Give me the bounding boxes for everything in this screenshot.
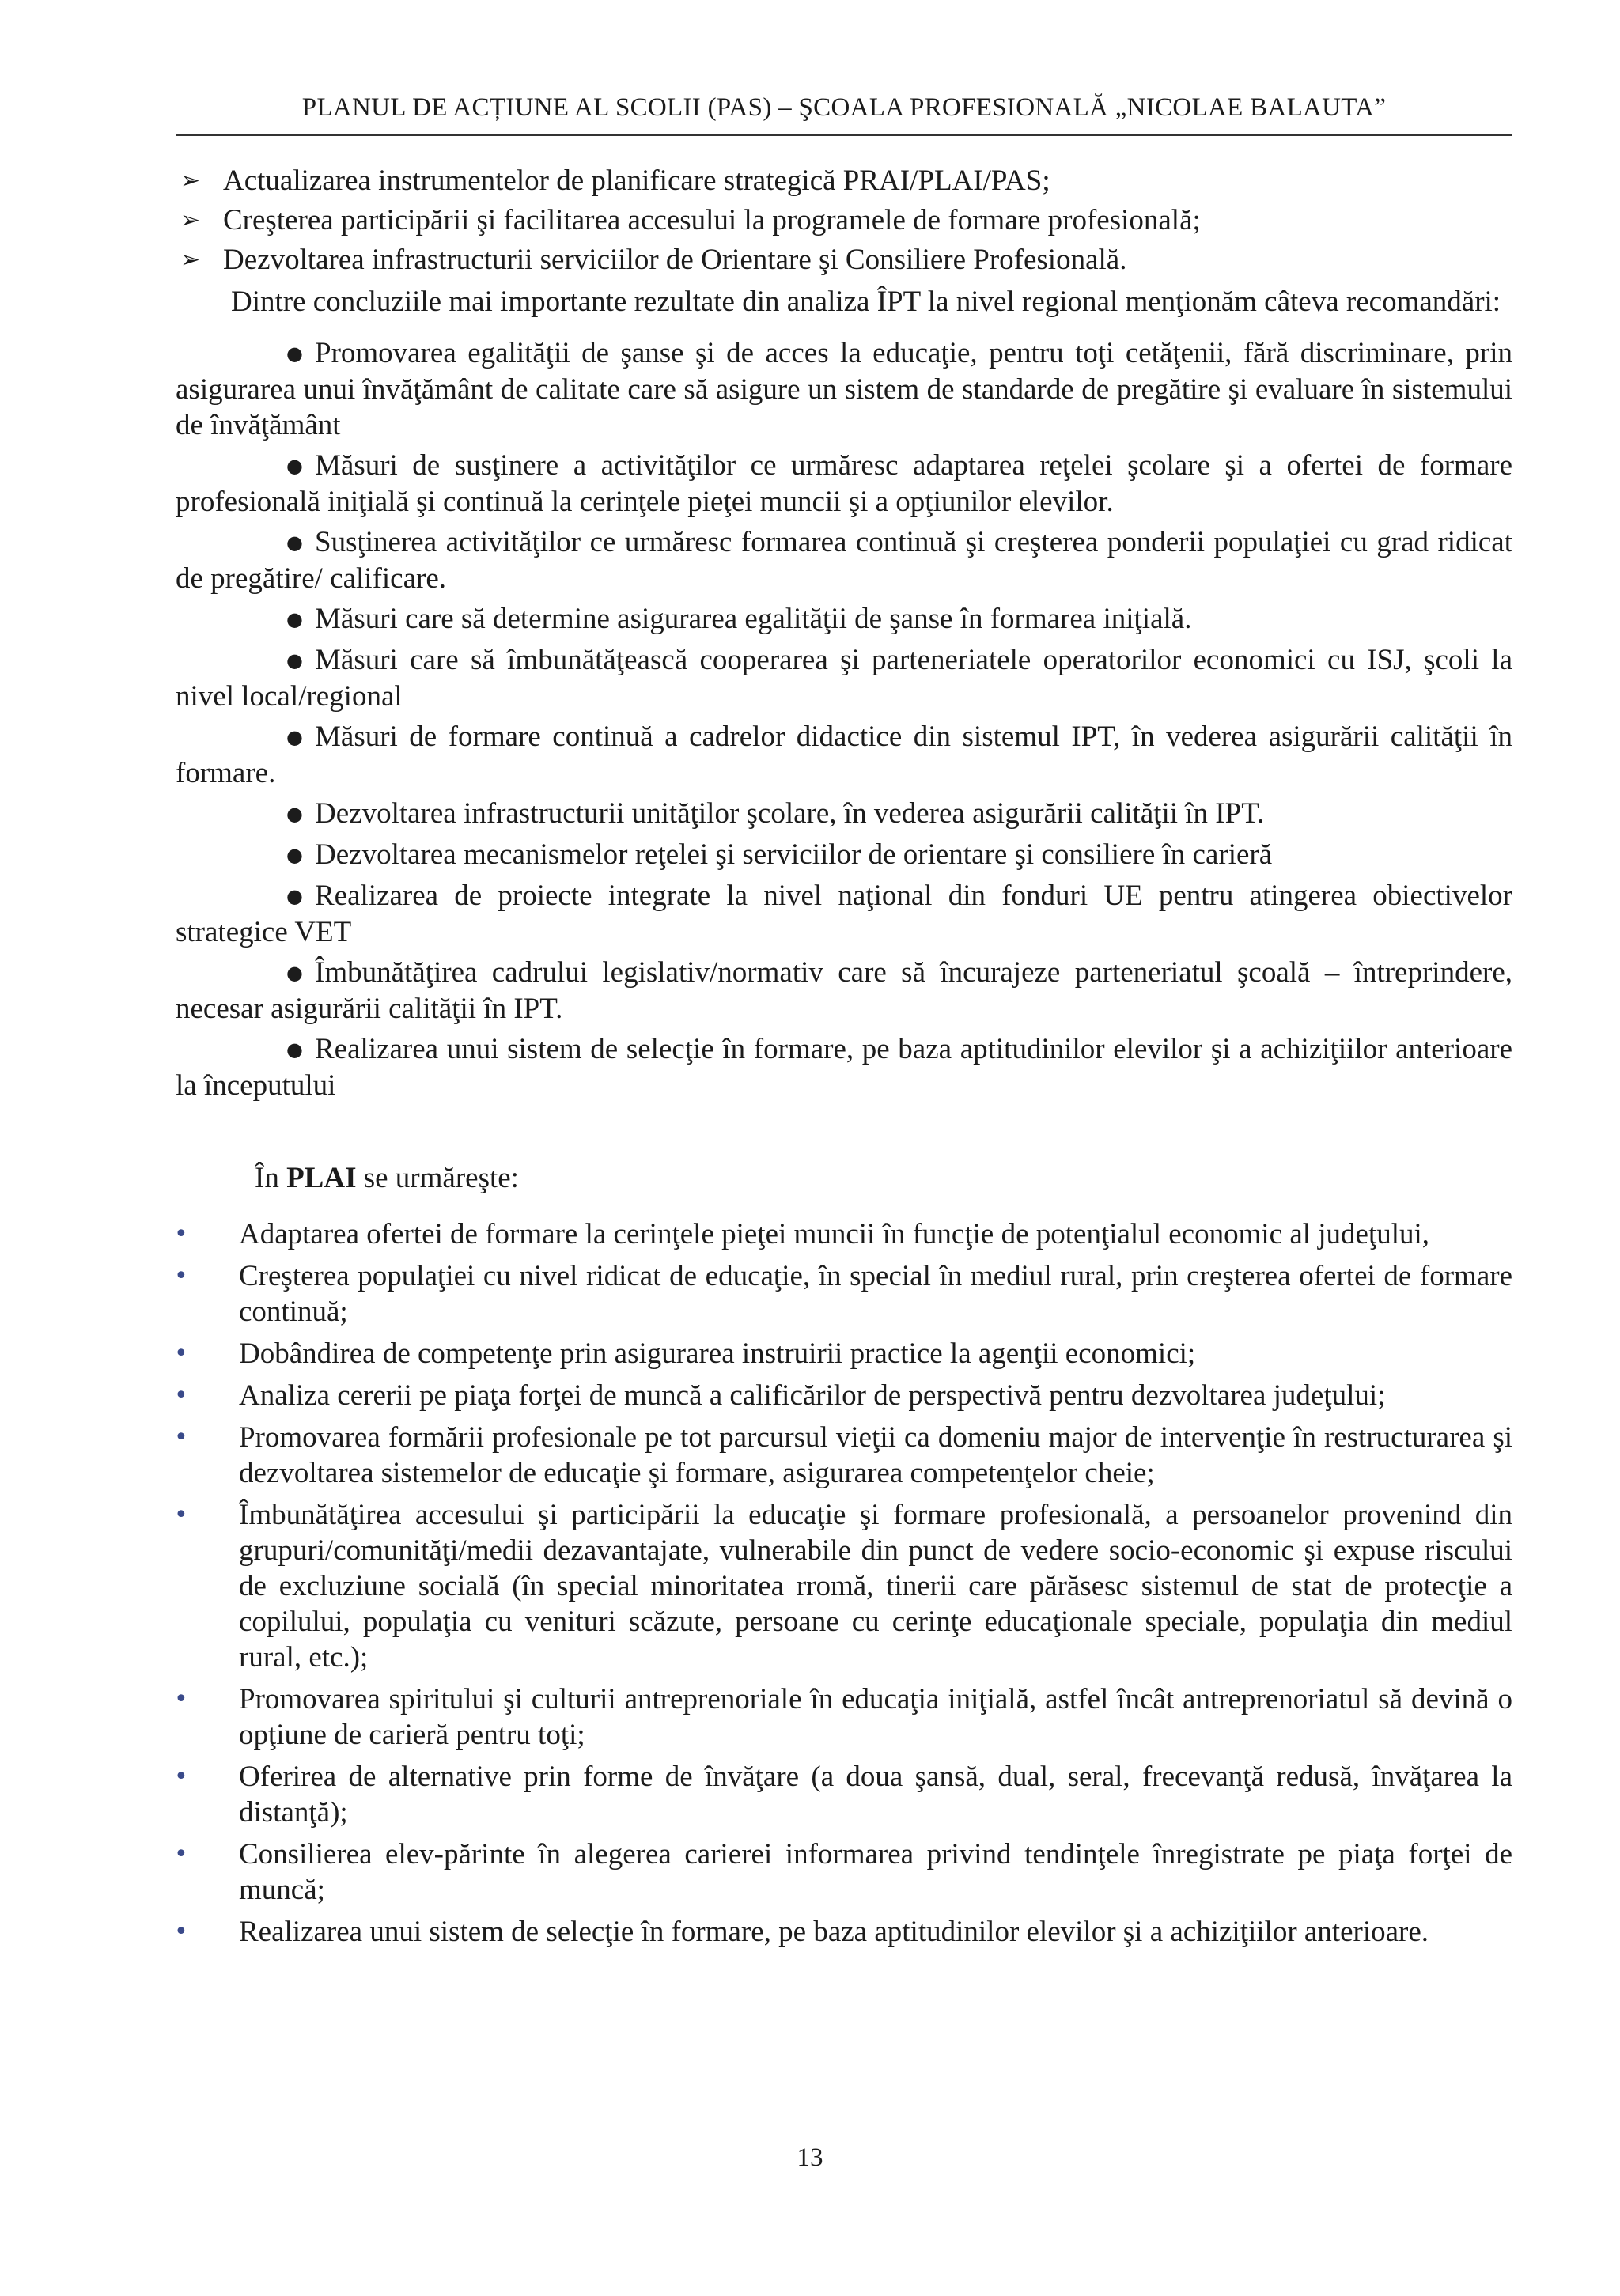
recommendation-item [176, 796, 1512, 832]
recommendation-item [176, 642, 1512, 714]
plai-item [176, 1258, 1512, 1330]
plai-item-text: Dobândirea de competenţe prin asigurarea instruirii practice la agenţii economici; [239, 1337, 1196, 1370]
recommendations-list [176, 335, 1512, 1103]
plai-item [176, 1420, 1512, 1491]
arrow-item-text: Dezvoltarea infrastructurii serviciilor de Orientare şi Consiliere Profesională. [223, 244, 1127, 276]
arrowhead-bullet-icon: ➢ [180, 206, 201, 234]
round-bullet-icon: • [174, 1382, 188, 1409]
round-bullet-icon: • [174, 1763, 188, 1791]
plai-item-text: Realizarea unui sistem de selecţie în formare, pe baza aptitudinilor elevilor şi a achiziţiilor anterioare. [239, 1916, 1429, 1948]
plai-item [176, 1336, 1512, 1371]
plai-heading-prefix: În [255, 1162, 287, 1194]
recommendation-item [176, 719, 1512, 791]
page-header [176, 87, 1512, 136]
recommendation-item [176, 1031, 1512, 1103]
recommendation-text: Dezvoltarea infrastructurii unităţilor şcolare, în vederea asigurării calităţii în IPT. [315, 797, 1265, 830]
header-title: PLANUL DE ACȚIUNE AL SCOLII (PAS) – ŞCOALA PROFESIONALĂ „NICOLAE BALAUTA” [301, 93, 1387, 122]
round-bullet-icon: • [174, 1840, 188, 1868]
round-bullet-icon: ● [286, 885, 303, 907]
plai-item-text: Promovarea formării profesionale pe tot parcursul vieţii ca domeniu major de intervenţie în restructurarea şi dezvoltarea sistemelor de educaţie şi formare, asigurarea competenţelor cheie; [239, 1421, 1512, 1489]
round-bullet-icon: ● [286, 962, 303, 984]
plai-item-text: Creşterea populaţiei cu nivel ridicat de educaţie, în special în mediul rural, prin creşterea ofertei de formare continuă; [239, 1260, 1512, 1328]
round-bullet-icon: • [174, 1918, 188, 1946]
plai-item [176, 1914, 1512, 1950]
round-bullet-icon: ● [286, 726, 303, 748]
recommendations-intro: Dintre concluziile mai importante rezultate din analiza ÎPT la nivel regional menţionăm câteva recomandări: [231, 286, 1501, 318]
recommendation-text: Îmbunătăţirea cadrului legislativ/normativ care să încurajeze parteneriatul şcoală – întreprindere, necesar asigurării calităţii în IPT. [176, 956, 1512, 1025]
recommendation-text: Măsuri care să determine asigurarea egalităţii de şanse în formarea iniţială. [315, 603, 1192, 635]
recommendation-text: Măsuri de formare continuă a cadrelor didactice din sistemul IPT, în vederea asigurării calităţii în formare. [176, 721, 1512, 789]
round-bullet-icon: • [174, 1262, 188, 1290]
page-content [176, 163, 1512, 1956]
round-bullet-icon: ● [286, 1038, 303, 1061]
objectives-arrow-list [176, 163, 1512, 278]
plai-objectives-list [176, 1216, 1512, 1950]
round-bullet-icon: • [174, 1685, 188, 1713]
recommendation-item [176, 335, 1512, 443]
recommendation-text: Dezvoltarea mecanismelor reţelei şi serviciilor de orientare şi consiliere în carieră [315, 838, 1273, 871]
recommendation-item [176, 601, 1512, 637]
plai-heading [255, 1160, 1512, 1196]
recommendation-text: Susţinerea activităţilor ce urmăresc formarea continuă şi creşterea ponderii populaţiei cu grad ridicat de pregătire/ calificare. [176, 526, 1512, 595]
round-bullet-icon: ● [286, 844, 303, 866]
arrowhead-bullet-icon: ➢ [180, 246, 201, 274]
plai-item-text: Analiza cererii pe piaţa forţei de muncă a calificărilor de perspectivă pentru dezvoltarea judeţului; [239, 1379, 1386, 1412]
plai-item [176, 1378, 1512, 1413]
arrow-list-item [176, 163, 1512, 199]
recommendation-item [176, 955, 1512, 1027]
plai-item [176, 1759, 1512, 1830]
page-number: 13 [797, 2143, 823, 2172]
round-bullet-icon: • [174, 1501, 188, 1529]
plai-item [176, 1497, 1512, 1675]
plai-heading-bold: PLAI [286, 1162, 357, 1194]
plai-item [176, 1836, 1512, 1908]
round-bullet-icon: ● [286, 455, 303, 477]
round-bullet-icon: ● [286, 531, 303, 554]
round-bullet-icon: ● [286, 649, 303, 671]
recommendation-item [176, 448, 1512, 520]
recommendation-text: Realizarea unui sistem de selecţie în formare, pe baza aptitudinilor elevilor şi a achiziţiilor anterioare la începutului [176, 1033, 1512, 1102]
arrowhead-bullet-icon: ➢ [180, 167, 201, 195]
plai-item-text: Promovarea spiritului şi culturii antreprenoriale în educaţia iniţială, astfel încât antreprenoriatul să devină o opţiune de carieră pentru toţi; [239, 1683, 1512, 1751]
recommendation-text: Măsuri care să îmbunătăţească cooperarea şi parteneriatele operatorilor economici cu ISJ, şcoli la nivel local/regional [176, 644, 1512, 713]
recommendation-text: Măsuri de susţinere a activităţilor ce urmăresc adaptarea reţelei şcolare şi a ofertei de formare profesională iniţială şi continuă la cerinţele pieţei muncii şi a opţiunilor elevilor. [176, 449, 1512, 518]
plai-item-text: Consilierea elev-părinte în alegerea carierei informarea privind tendinţele înregistrate pe piaţa forţei de muncă; [239, 1838, 1512, 1906]
plai-item [176, 1216, 1512, 1252]
round-bullet-icon: • [174, 1424, 188, 1451]
arrow-item-text: Creşterea participării şi facilitarea accesului la programele de formare profesională; [223, 204, 1201, 236]
arrow-list-item [176, 202, 1512, 238]
plai-item-text: Adaptarea ofertei de formare la cerinţele pieţei muncii în funcţie de potenţialul economic al judeţului, [239, 1218, 1430, 1250]
round-bullet-icon: ● [286, 342, 303, 365]
recommendation-text: Realizarea de proiecte integrate la nivel naţional din fonduri UE pentru atingerea obiectivelor strategice VET [176, 879, 1512, 948]
round-bullet-icon: • [174, 1220, 188, 1248]
recommendation-item [176, 524, 1512, 596]
plai-heading-suffix: se urmăreşte: [356, 1162, 519, 1194]
recommendation-text: Promovarea egalităţii de şanse şi de acces la educaţie, pentru toţi cetăţenii, fără discriminare, prin asigurarea unui învăţământ de calitate care să asigure un sistem de standarde de pregătire şi evaluare în sistemului de învăţământ [176, 337, 1512, 441]
recommendation-item [176, 837, 1512, 873]
round-bullet-icon: • [174, 1340, 188, 1367]
recommendation-item [176, 878, 1512, 950]
plai-item-text: Îmbunătăţirea accesului şi participării la educaţie şi formare profesională, a persoanelor provenind din grupuri/comunităţi/medii dezavantajate, vulnerabile din punct de vedere socio-economic şi expuse riscului de excluziune socială (în special minoritatea rromă, tinerii care părăsesc sistemul de stat de protecţie a copilului, populaţia cu venituri scăzute, persoane cu cerinţe educaţionale speciale, populaţia din mediul rural, etc.); [239, 1499, 1512, 1674]
plai-item-text: Oferirea de alternative prin forme de învăţare (a doua şansă, dual, seral, frecevanţă redusă, învăţarea la distanţă); [239, 1761, 1512, 1829]
arrow-list-item [176, 242, 1512, 278]
arrow-item-text: Actualizarea instrumentelor de planificare strategică PRAI/PLAI/PAS; [223, 165, 1050, 197]
round-bullet-icon: ● [286, 803, 303, 825]
round-bullet-icon: ● [286, 608, 303, 630]
plai-item [176, 1681, 1512, 1753]
